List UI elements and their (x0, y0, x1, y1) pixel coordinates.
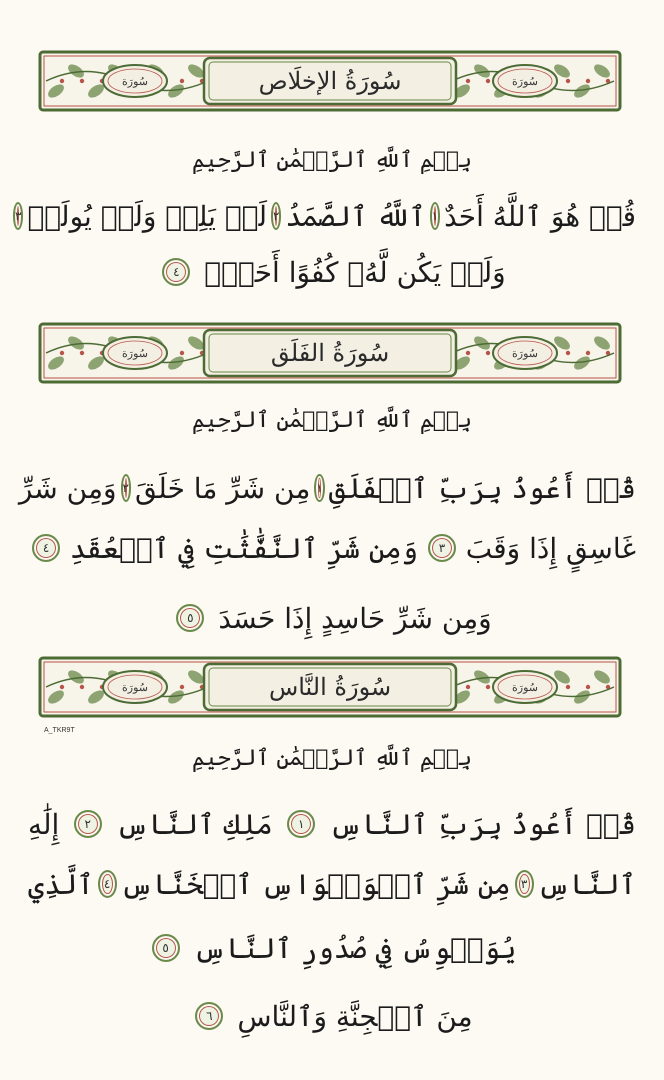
credit-watermark: A_TKR9T (44, 727, 75, 734)
verse-line (28, 592, 636, 644)
basmala: بِسۡمِ ٱللَّهِ ٱلرَّحۡمَٰنِ ٱلرَّحِيمِ (191, 147, 473, 173)
verse-line (28, 922, 636, 974)
surah-header-banner (38, 322, 622, 384)
ayah-number-marker: ٣ (13, 202, 23, 230)
basmala: بِسۡمِ ٱللَّهِ ٱلرَّحۡمَٰنِ ٱلرَّحِيمِ (191, 745, 473, 771)
verse-text: مِن شَرِّ ٱلۡوَسۡوَاسِ ٱلۡخَنَّاسِ (120, 867, 511, 901)
ayah-number-marker: ٤ (162, 258, 190, 286)
surah-header-banner (38, 50, 622, 112)
surah-side-label: سُورَة (512, 74, 538, 88)
surah-side-label: سُورَة (122, 346, 148, 360)
surah-side-label: سُورَة (512, 680, 538, 694)
verse-text: لَمۡ يَلِدۡ وَلَمۡ يُولَدۡ (27, 199, 267, 233)
verse-text: مَلِكِ ٱلنَّاسِ (116, 807, 273, 841)
verse-text: وَمِن شَرِّ حَاسِدٍ إِذَا حَسَدَ (218, 601, 492, 635)
verse-line (28, 522, 636, 574)
surah-header-banner (38, 656, 622, 718)
ayah-number-marker: ٤ (98, 870, 117, 898)
ayah-number-marker: ٢ (271, 202, 281, 230)
ayah-number-marker: ٢ (74, 810, 102, 838)
ayah-number-marker: ١ (287, 810, 315, 838)
verse-text: ٱلَّذِي (28, 867, 94, 901)
verse-text: قُلۡ هُوَ ٱللَّهُ أَحَدٌ (444, 199, 636, 233)
verse-text: وَمِن شَرِّ (18, 471, 117, 505)
verse-line (28, 990, 636, 1042)
surah-side-label: سُورَة (122, 74, 148, 88)
verse-text: قُلۡ أَعُوذُ بِرَبِّ ٱلنَّاسِ (329, 807, 636, 841)
verse-text: وَمِن شَرِّ ٱلنَّفَّٰثَٰتِ فِي ٱلۡعُقَدِ (69, 531, 419, 565)
surah-side-label: سُورَة (122, 680, 148, 694)
verse-line (28, 246, 636, 298)
verse-text: وَلَمۡ يَكُن لَّهُۥ كُفُوًا أَحَدُۢ (204, 255, 506, 289)
verse-text: غَاسِقٍ إِذَا وَقَبَ (465, 531, 636, 565)
ayah-number-marker: ٥ (176, 604, 204, 632)
ayah-number-marker: ٤ (32, 534, 60, 562)
ayah-number-marker: ٣ (515, 870, 534, 898)
verse-text: قُلۡ أَعُوذُ بِرَبِّ ٱلۡفَلَقِ (328, 471, 636, 505)
surah-title: سُورَةُ الإخلَاص (258, 67, 402, 95)
verse-line (28, 858, 636, 910)
verse-line (18, 462, 636, 514)
ayah-number-marker: ١ (314, 474, 324, 502)
ayah-number-marker: ٢ (121, 474, 131, 502)
verse-line (14, 190, 636, 242)
ayah-number-marker: ٦ (195, 1002, 223, 1030)
verse-text: مِن شَرِّ مَا خَلَقَ (134, 471, 311, 505)
ayah-number-marker: ١ (430, 202, 440, 230)
verse-text: يُوَسۡوِسُ فِي صُدُورِ ٱلنَّاسِ (193, 931, 517, 965)
verse-text: ٱلنَّاسِ (537, 867, 636, 901)
surah-side-label: سُورَة (512, 346, 538, 360)
verse-text: إِلَٰهِ (28, 807, 60, 841)
verse-text: مِنَ ٱلۡجِنَّةِ وَٱلنَّاسِ (237, 999, 473, 1033)
ayah-number-marker: ٥ (152, 934, 180, 962)
basmala: بِسۡمِ ٱللَّهِ ٱلرَّحۡمَٰنِ ٱلرَّحِيمِ (191, 407, 473, 433)
surah-title: سُورَةُ النَّاس (268, 673, 392, 701)
verse-line (28, 798, 636, 850)
ayah-number-marker: ٣ (428, 534, 456, 562)
verse-text: ٱللَّهُ ٱلصَّمَدُ (285, 199, 426, 233)
surah-title: سُورَةُ الفَلَق (270, 339, 390, 367)
